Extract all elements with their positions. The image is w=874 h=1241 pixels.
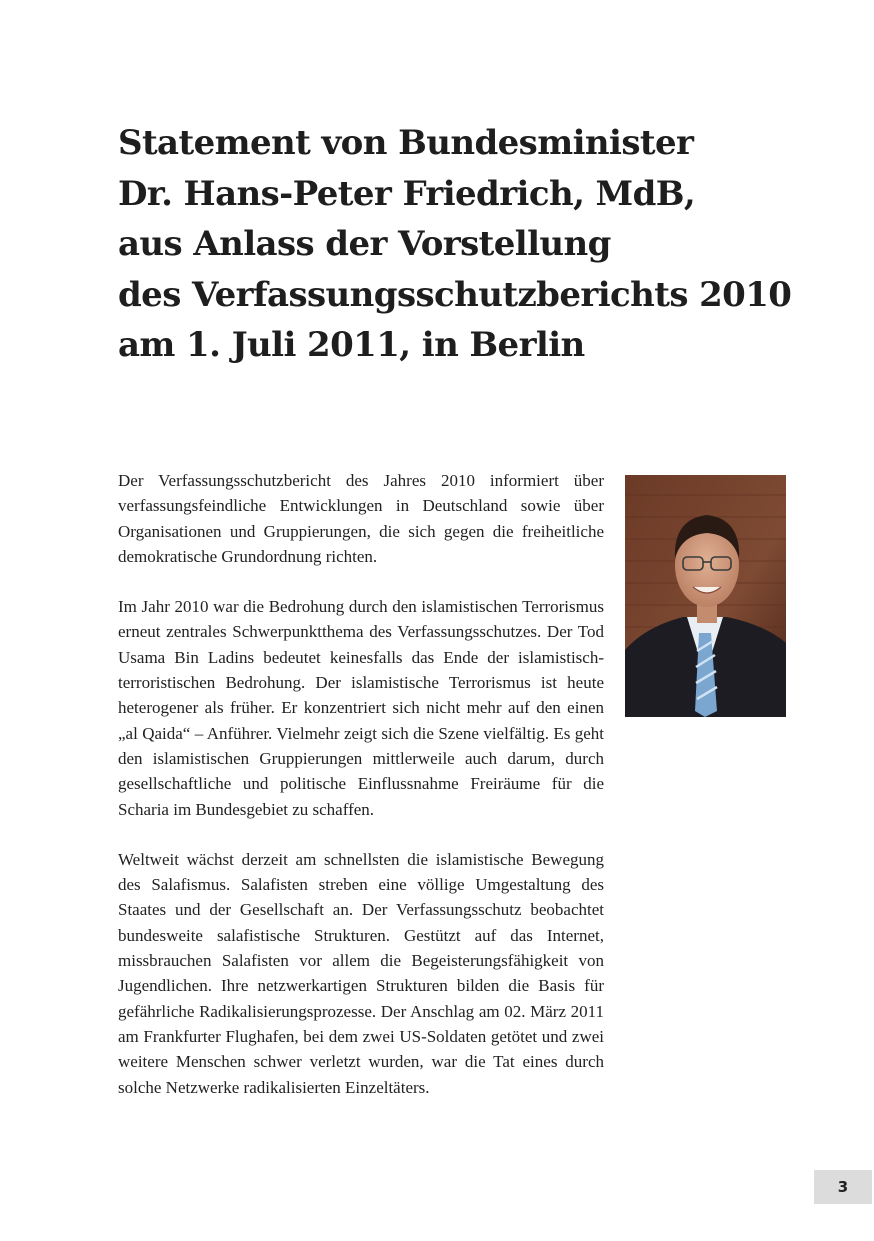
paragraph-intro: Der Verfassungsschutzbericht des Jahres 2010 informiert über verfassungsfeindliche Entwicklungen in Deutschland sowie über Organisationen und Gruppierungen, die sich gegen die freiheitliche demokratische Grundordnung richten. — [118, 471, 604, 566]
paragraph-salafism: Weltweit wächst derzeit am schnellsten die islamistische Bewegung des Salafismus. Salafisten streben eine völlige Umgestaltung des Staates und der Gesellschaft an. Der Verfassungsschutz beobachtet bundesweite salafistische Strukturen. Gestützt auf das Internet, missbrauchen Salafisten vor allem die Begeisterungsfähigkeit von Jugendlichen. Ihre netzwerkartigen Strukturen bilden die Basis für gefährliche Radikalisierungsprozesse. Der Anschlag am 02. März 2011 am Frankfurter Flughafen, bei dem zwei US-Soldaten getötet und zwei weitere Menschen schwer verletzt wurden, war die Tat eines durch solche Netzwerke radikalisierten Einzeltäters. — [118, 849, 604, 1097]
paragraph-terrorism: Im Jahr 2010 war die Bedrohung durch den islamistischen Terrorismus erneut zentrales Schwerpunktthema des Verfassungsschutzes. Der Tod Usama Bin Ladins bedeutet keinesfalls das Ende der islamistisch-terroristischen Bedrohung. Der islamistische Terrorismus ist heute heterogener als früher. Er konzentriert sich nicht mehr auf den einen „al Qaida“ – Anführer. Vielmehr zeigt sich die Szene vielfältig. Es geht den islamistischen Gruppierungen mittlerweile auch darum, durch gesellschaftliche und politische Einflussnahme Freiräume für die Scharia im Bundesgebiet zu schaffen. — [118, 597, 604, 819]
body-text — [118, 468, 604, 1125]
title-line: Dr. Hans-Peter Friedrich, MdB, — [118, 173, 696, 214]
page-number-box — [814, 1170, 872, 1204]
title-line: am 1. Juli 2011, in Berlin — [118, 325, 585, 365]
title-line: Statement von Bundesminister — [118, 123, 694, 163]
page-title — [118, 118, 818, 371]
portrait-photo — [625, 475, 786, 717]
title-line: des Verfassungsschutzberichts 2010 — [118, 274, 792, 315]
title-line: aus Anlass der Vorstellung — [118, 224, 611, 264]
page-number: 3 — [837, 1178, 849, 1196]
